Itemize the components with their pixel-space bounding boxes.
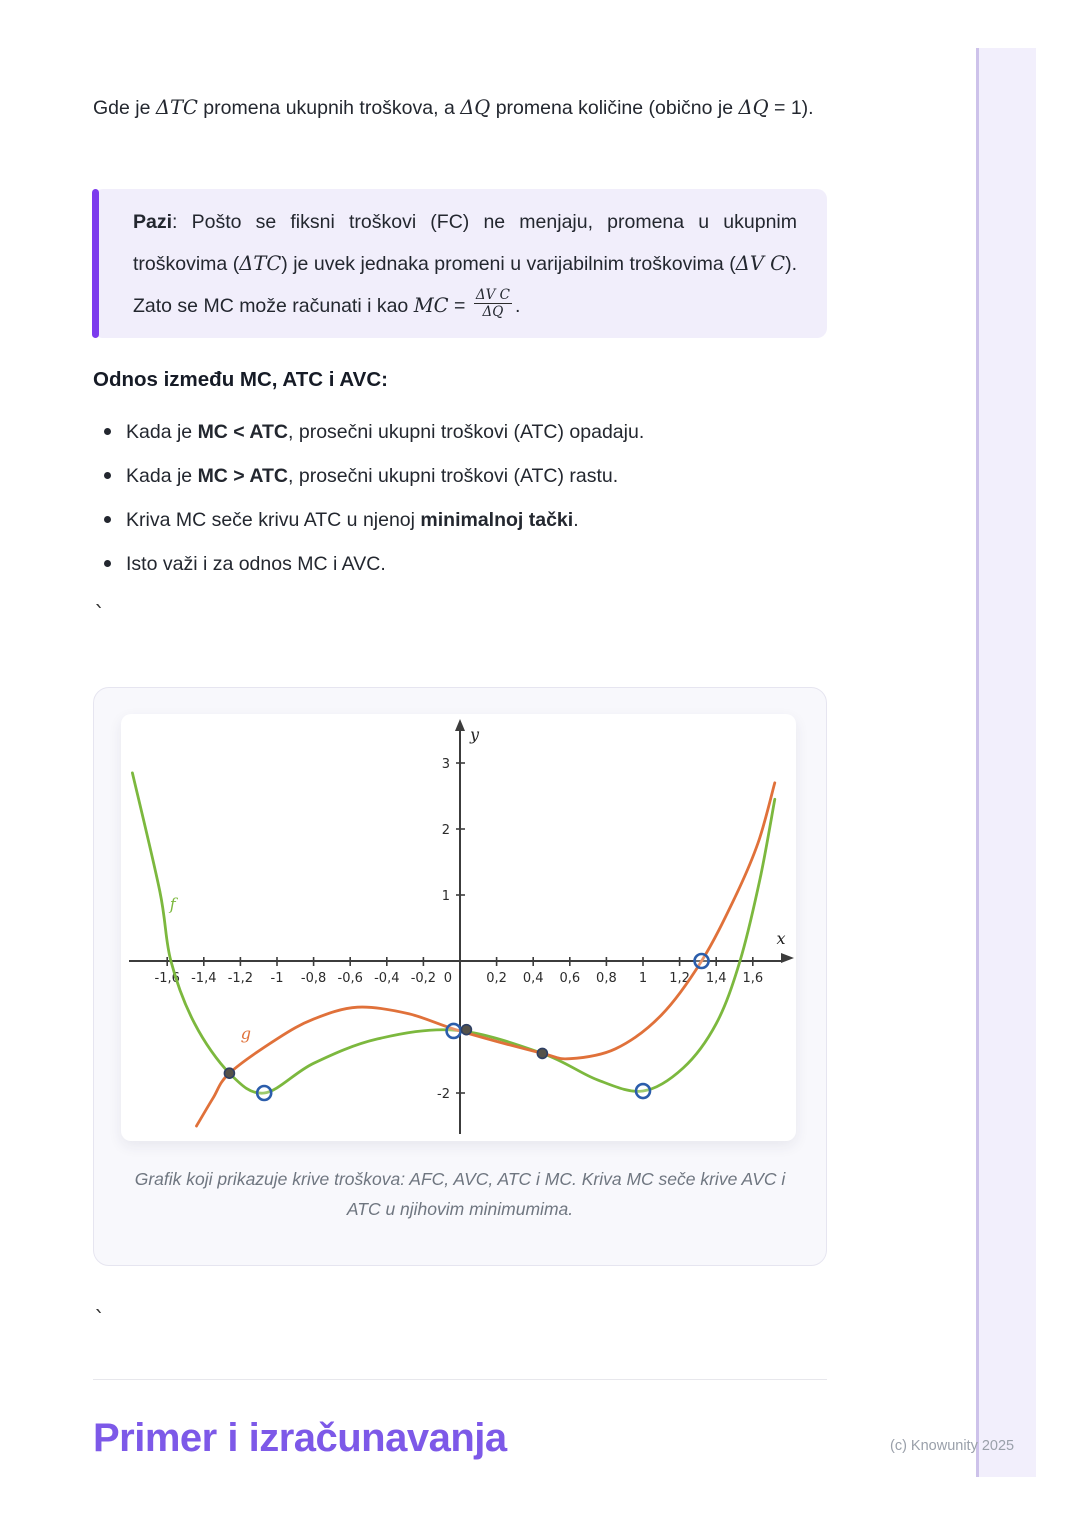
note-callout: Pazi: Pošto se fiksni troškovi (FC) ne menjaju, promena u ukupnim troškovima (ΔTC) je uvek jednaka promeni u varijabilnim troškovima (ΔV C). Zato se MC može računati i kao MC = $\frac{\text{ΔV C}}{\Delta Q}$ . (93, 189, 827, 338)
tick-label: 0,6 (559, 971, 581, 986)
section-divider (93, 1379, 827, 1380)
math-delta-q-eq: ΔQ (738, 96, 769, 119)
tick-label: -0,4 (374, 971, 400, 986)
list-item: Isto važi i za odnos MC i AVC. (93, 552, 827, 576)
tick-label: -1,4 (191, 971, 217, 986)
x-axis-label: x (776, 929, 786, 948)
right-margin-strip (976, 48, 1036, 1477)
list-item: Kada je MC < ATC, prosečni ukupni troškovi (ATC) opadaju. (93, 420, 827, 444)
tick-label: 1,2 (669, 971, 690, 986)
tick-label: -0,8 (300, 971, 327, 986)
bullet-dot (104, 560, 111, 567)
stray-backtick: ` (93, 1308, 107, 1333)
fraction-dvc-dq: $\frac{\text{ΔV C}}{\Delta Q}$ (475, 287, 510, 321)
cost-curves-chart (121, 714, 796, 1141)
section-heading: Odnos između MC, ATC i AVC: (93, 368, 388, 391)
tick-label: 0 (443, 971, 452, 986)
bullet-dot (104, 516, 111, 523)
tick-label: 1 (638, 971, 648, 986)
tick-label: -2 (437, 1087, 450, 1102)
curve-label-f: f (169, 894, 176, 914)
tick-label: 1 (441, 889, 450, 904)
curve-g (197, 783, 775, 1126)
list-item: Kada je MC > ATC, prosečni ukupni troškovi (ATC) rastu. (93, 464, 827, 488)
tick-label: 1,4 (705, 971, 727, 986)
figure-card (93, 687, 827, 1266)
copyright-watermark: (c) Knowunity 2025 (890, 1438, 1015, 1454)
tick-label: -0,6 (337, 971, 363, 986)
tick-label: -1,6 (154, 971, 180, 986)
point-marker (461, 1025, 471, 1035)
point-marker (447, 1024, 461, 1038)
tick-label: -0,2 (410, 971, 437, 986)
callout-accent-bar (92, 189, 99, 338)
tick-label: -1 (270, 971, 284, 986)
list-item: Kriva MC seče krivu ATC u njenoj minimalnoj tački. (93, 508, 827, 532)
tick-label: 2 (441, 823, 450, 838)
page-title: Primer i izračunavanja (93, 1416, 507, 1460)
point-marker (257, 1086, 271, 1100)
curve-label-g: g (240, 1023, 252, 1043)
tick-label: -1,2 (227, 971, 254, 986)
stray-backtick: ` (93, 603, 107, 628)
bullet-dot (104, 472, 111, 479)
curve-f (132, 773, 774, 1093)
figure-plot-panel (121, 714, 796, 1141)
intro-paragraph: Gde je ΔTC promena ukupnih troškova, a ΔQ promena količine (obično je ΔQ = 1). (93, 96, 814, 119)
math-delta-q: ΔQ (460, 96, 491, 119)
callout-label: Pazi (133, 211, 173, 233)
bullet-list (93, 420, 827, 596)
tick-label: 3 (441, 757, 450, 772)
math-delta-tc: ΔTC (155, 96, 198, 119)
point-marker (537, 1048, 547, 1058)
point-marker (224, 1068, 234, 1078)
x-axis-arrow (781, 953, 794, 963)
tick-label: 0,4 (522, 971, 544, 986)
tick-label: 0,2 (486, 971, 507, 986)
bullet-dot (104, 428, 111, 435)
point-marker (636, 1084, 650, 1098)
y-axis-label: y (470, 725, 480, 744)
point-marker (695, 954, 709, 968)
y-axis-arrow (455, 719, 465, 731)
figure-caption: Grafik koji prikazuje krive troškova: AFC, AVC, ATC i MC. Kriva MC seče krive AVC i ATC u njihovim minimumima. (134, 1169, 786, 1219)
intro-text: Gde je (93, 97, 156, 119)
tick-label: 1,6 (742, 971, 764, 986)
tick-label: 0,8 (596, 971, 617, 986)
